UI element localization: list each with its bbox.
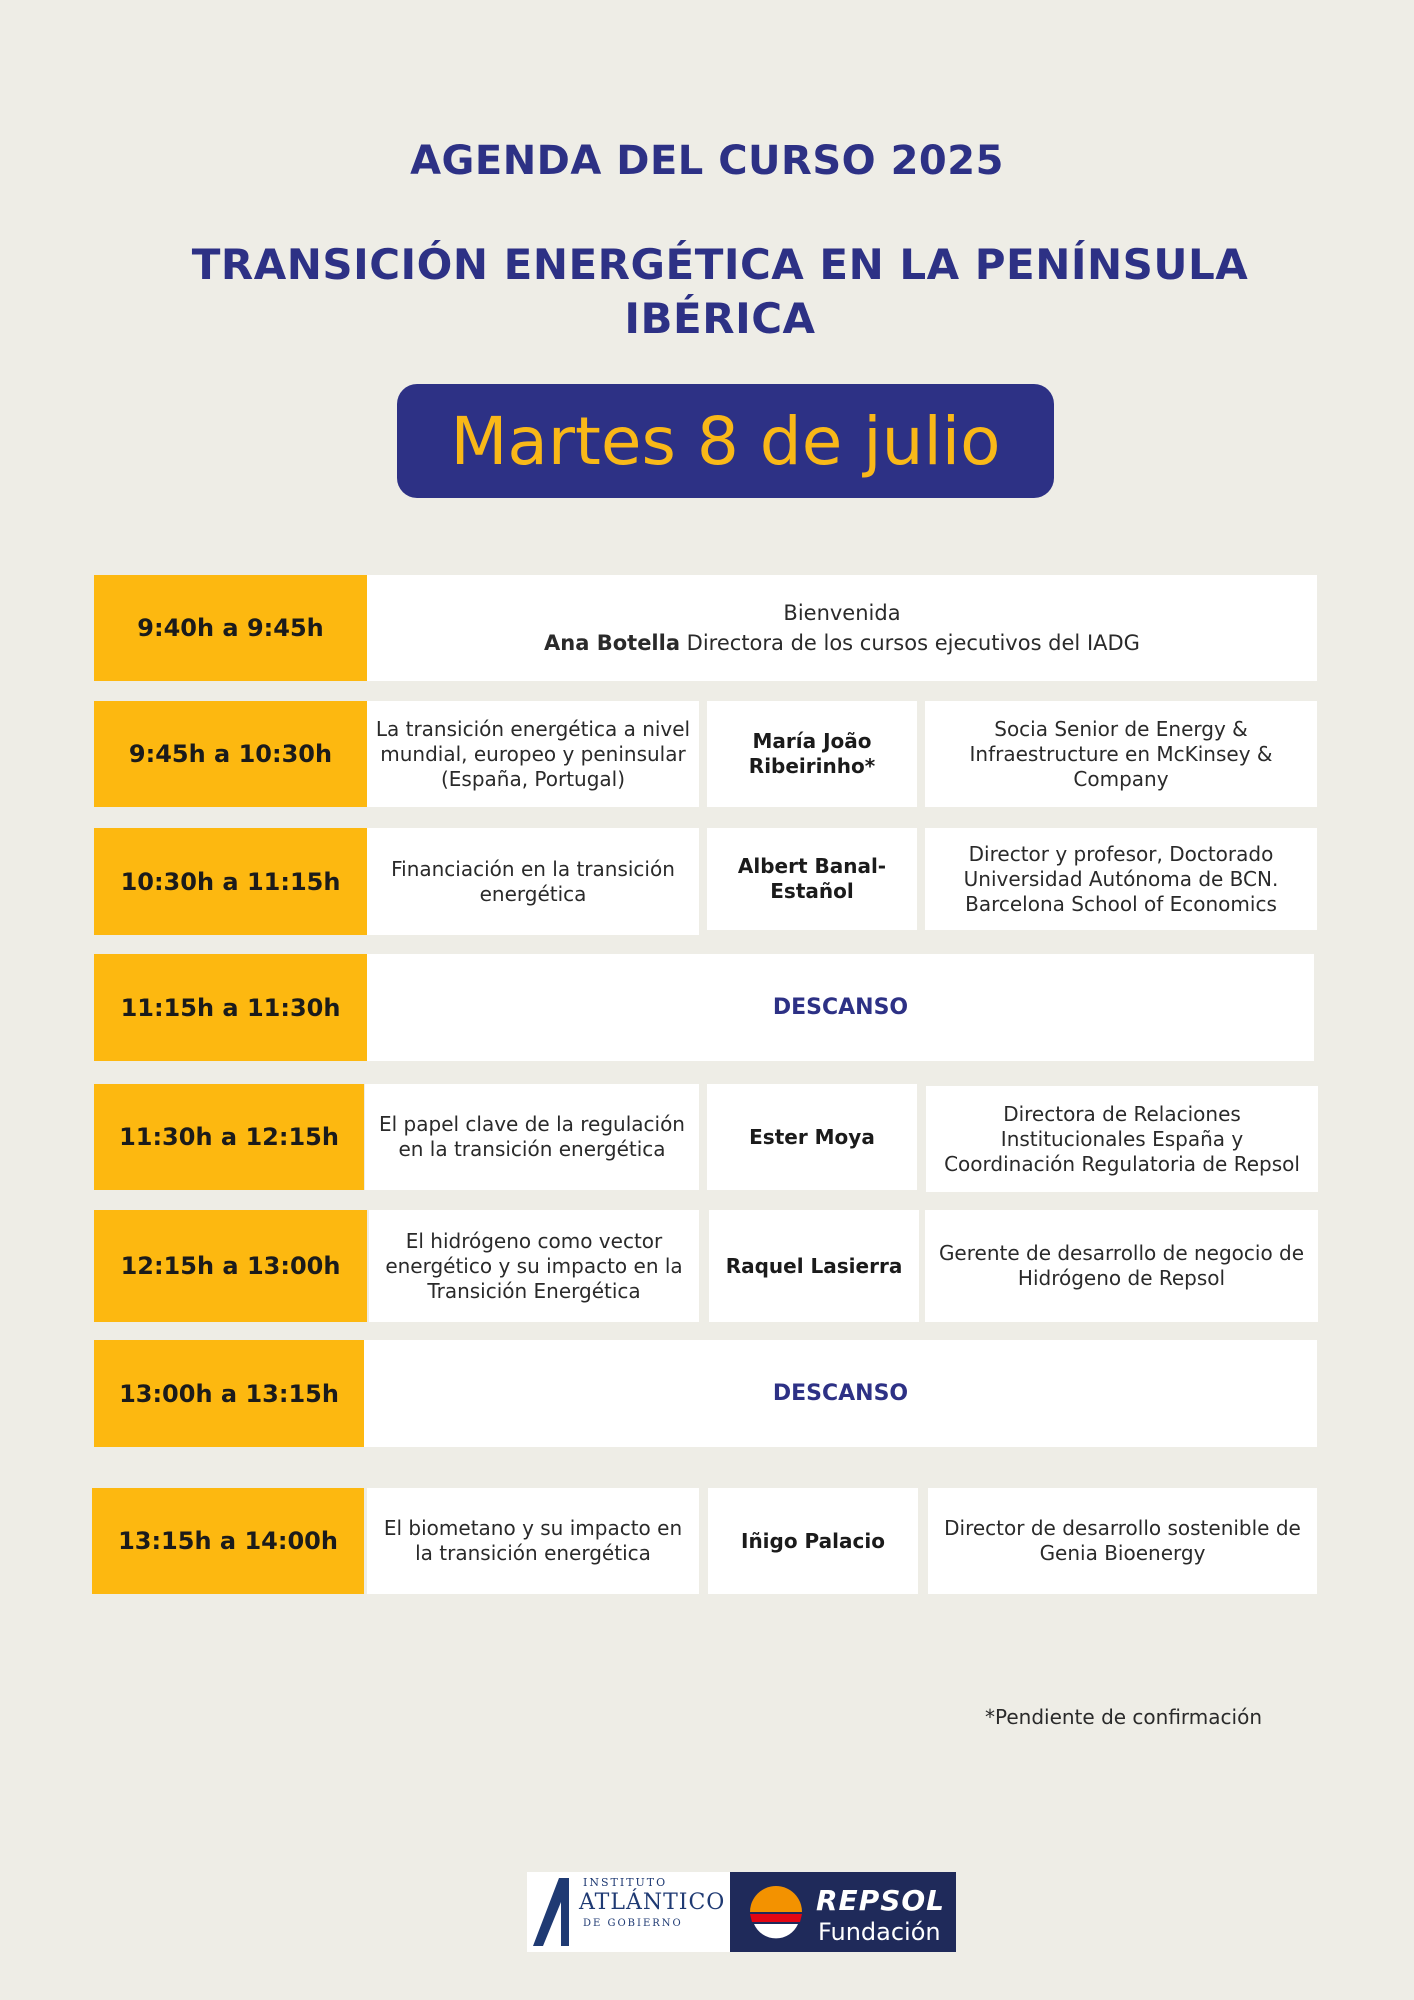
session-role: Director de desarrollo sostenible de Genia Bioenergy bbox=[928, 1488, 1317, 1594]
footnote: *Pendiente de confirmación bbox=[985, 1705, 1263, 1729]
iadg-line1: INSTITUTO bbox=[583, 1876, 668, 1889]
session-time: 11:30h a 12:15h bbox=[94, 1084, 364, 1190]
welcome-speaker-line bbox=[544, 628, 1140, 658]
break-label: DESCANSO bbox=[367, 954, 1314, 1061]
repsol-emblem-icon bbox=[738, 1872, 814, 1952]
session-role: Director y profesor, Doctorado Universidad Autónoma de BCN. Barcelona School of Economics bbox=[925, 828, 1317, 930]
session-topic: Financiación en la transición energética bbox=[367, 828, 699, 935]
session-time: 9:45h a 10:30h bbox=[94, 701, 367, 807]
session-speaker: Albert Banal-Estañol bbox=[707, 828, 917, 930]
session-topic: La transición energética a nivel mundial, europeo y peninsular (España, Portugal) bbox=[367, 701, 699, 807]
session-topic: El papel clave de la regulación en la transición energética bbox=[365, 1084, 699, 1190]
welcome-speaker: Ana Botella bbox=[544, 631, 680, 655]
break-label: DESCANSO bbox=[364, 1340, 1317, 1447]
course-title: TRANSICIÓN ENERGÉTICA EN LA PENÍNSULA IBÉRICA bbox=[191, 240, 1249, 343]
repsol-logo bbox=[730, 1872, 956, 1952]
welcome-label: Bienvenida bbox=[783, 601, 901, 625]
session-time: 13:15h a 14:00h bbox=[92, 1488, 364, 1594]
session-speaker: Raquel Lasierra bbox=[709, 1210, 919, 1322]
break-time: 11:15h a 11:30h bbox=[94, 954, 367, 1061]
session-speaker: Ester Moya bbox=[707, 1084, 917, 1190]
session-topic: El biometano y su impacto en la transición energética bbox=[367, 1488, 699, 1594]
welcome-cell bbox=[367, 575, 1317, 681]
welcome-role: Directora de los cursos ejecutivos del IADG bbox=[680, 631, 1140, 655]
iadg-line2: ATLÁNTICO bbox=[579, 1890, 726, 1915]
session-speaker: María João Ribeirinho* bbox=[707, 701, 917, 807]
session-topic: El hidrógeno como vector energético y su impacto en la Transición Energética bbox=[369, 1210, 699, 1322]
session-role: Socia Senior de Energy & Infraestructure en McKinsey & Company bbox=[925, 701, 1317, 807]
session-speaker: Iñigo Palacio bbox=[708, 1488, 918, 1594]
session-role: Gerente de desarrollo de negocio de Hidrógeno de Repsol bbox=[925, 1210, 1318, 1322]
welcome-time: 9:40h a 9:45h bbox=[94, 575, 367, 681]
session-time: 10:30h a 11:15h bbox=[94, 828, 367, 935]
break-time: 13:00h a 13:15h bbox=[94, 1340, 364, 1447]
repsol-line2: Fundación bbox=[818, 1918, 941, 1946]
iadg-logo bbox=[527, 1872, 730, 1952]
sponsor-logos bbox=[527, 1872, 956, 1952]
repsol-line1: REPSOL bbox=[816, 1884, 946, 1917]
agenda-title: AGENDA DEL CURSO 2025 bbox=[410, 138, 1004, 184]
session-time: 12:15h a 13:00h bbox=[94, 1210, 367, 1322]
date-banner: Martes 8 de julio bbox=[397, 384, 1054, 498]
iadg-line3: DE GOBIERNO bbox=[583, 1918, 683, 1929]
session-role: Directora de Relaciones Institucionales España y Coordinación Regulatoria de Repsol bbox=[926, 1086, 1318, 1192]
